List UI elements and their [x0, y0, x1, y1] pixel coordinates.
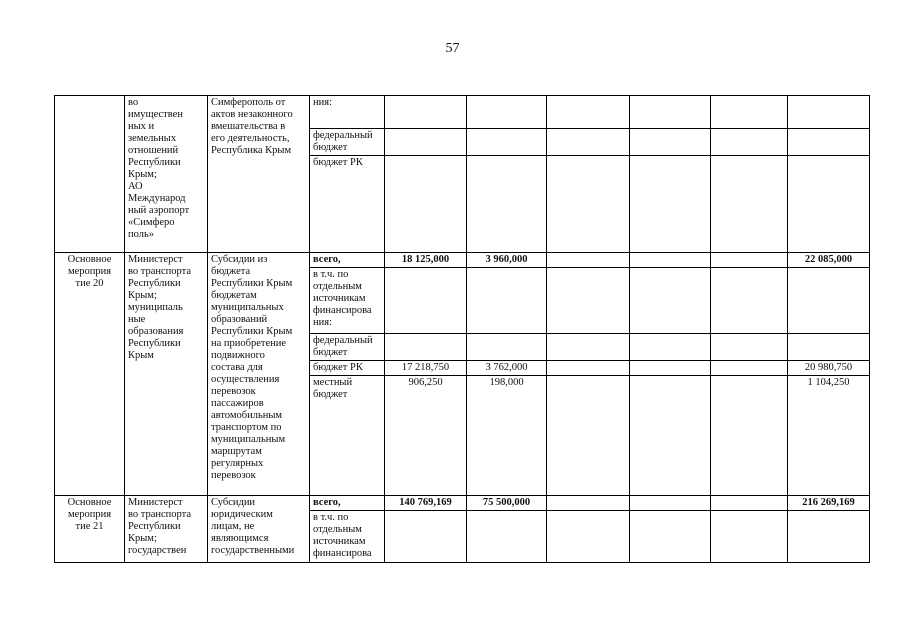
total-value-cell: 75 500,000 [467, 496, 547, 511]
source-label-cell: федеральный бюджет [310, 334, 385, 361]
value-cell [547, 511, 630, 563]
total-sum-cell: 216 269,169 [788, 496, 870, 511]
value-cell: 906,250 [385, 376, 467, 496]
value-cell [630, 96, 711, 129]
value-cell [630, 156, 711, 253]
table-row [55, 496, 870, 511]
value-cell [788, 156, 870, 253]
total-label-cell: всего, [310, 496, 385, 511]
value-cell [630, 253, 711, 268]
value-cell [385, 511, 467, 563]
description-cell: Симферополь от актов незаконного вмешательства в его деятельность, Республика Крым [208, 96, 310, 253]
value-cell [788, 268, 870, 334]
value-cell [630, 511, 711, 563]
value-cell [630, 361, 711, 376]
source-label-cell: ния: [310, 96, 385, 129]
source-label-cell: федеральный бюджет [310, 129, 385, 156]
value-cell [547, 376, 630, 496]
value-cell: 17 218,750 [385, 361, 467, 376]
value-cell [385, 129, 467, 156]
value-cell [711, 156, 788, 253]
value-cell [385, 156, 467, 253]
value-cell: 198,000 [467, 376, 547, 496]
source-label-cell: в т.ч. по отдельным источникам финансирова ния: [310, 268, 385, 334]
value-cell [547, 361, 630, 376]
value-cell: 3 762,000 [467, 361, 547, 376]
value-cell [788, 511, 870, 563]
value-cell [547, 253, 630, 268]
source-label-cell: в т.ч. по отдельным источникам финансирова [310, 511, 385, 563]
total-label-cell: всего, [310, 253, 385, 268]
sum-cell: 1 104,250 [788, 376, 870, 496]
value-cell [711, 511, 788, 563]
value-cell [630, 268, 711, 334]
total-value-cell: 18 125,000 [385, 253, 467, 268]
measure-20-label: Основное мероприя тие 20 [55, 253, 125, 496]
value-cell [385, 334, 467, 361]
value-cell [711, 253, 788, 268]
measure-label-cell [55, 96, 125, 253]
page-number: 57 [445, 41, 460, 56]
description-cell: Субсидии юридическим лицам, не являющимся государственными [208, 496, 310, 563]
value-cell [711, 496, 788, 511]
value-cell [547, 334, 630, 361]
value-cell [467, 511, 547, 563]
value-cell [711, 361, 788, 376]
source-label-cell: бюджет РК [310, 156, 385, 253]
value-cell [385, 96, 467, 129]
value-cell [467, 268, 547, 334]
value-cell [547, 496, 630, 511]
measure-21-label: Основное мероприя тие 21 [55, 496, 125, 563]
value-cell [788, 96, 870, 129]
value-cell [547, 156, 630, 253]
total-value-cell: 140 769,169 [385, 496, 467, 511]
value-cell [630, 129, 711, 156]
source-label-cell: местный бюджет [310, 376, 385, 496]
sum-cell: 20 980,750 [788, 361, 870, 376]
executor-cell: во имуществен ных и земельных отношений Республики Крым; АО Международ ный аэропорт «Симферо поль» [125, 96, 208, 253]
value-cell [711, 376, 788, 496]
budget-table [54, 95, 870, 563]
value-cell [711, 268, 788, 334]
value-cell [630, 496, 711, 511]
value-cell [788, 129, 870, 156]
value-cell [467, 129, 547, 156]
value-cell [467, 156, 547, 253]
value-cell [385, 268, 467, 334]
value-cell [711, 96, 788, 129]
executor-cell: Министерст во транспорта Республики Крым; государствен [125, 496, 208, 563]
value-cell [630, 376, 711, 496]
value-cell [711, 334, 788, 361]
table-row [55, 253, 870, 268]
value-cell [467, 334, 547, 361]
value-cell [467, 96, 547, 129]
value-cell [547, 96, 630, 129]
executor-cell: Министерст во транспорта Республики Крым; муниципаль ные образования Республики Крым [125, 253, 208, 496]
value-cell [547, 268, 630, 334]
table-row [55, 96, 870, 129]
total-value-cell: 3 960,000 [467, 253, 547, 268]
source-label-cell: бюджет РК [310, 361, 385, 376]
value-cell [788, 334, 870, 361]
value-cell [630, 334, 711, 361]
description-cell: Субсидии из бюджета Республики Крым бюджетам муниципальных образований Республики Крым на приобретение подвижного состава для осуществления перевозок пассажиров автомобильным транспортом по муниципальным маршрутам регулярных перевозок [208, 253, 310, 496]
value-cell [711, 129, 788, 156]
total-sum-cell: 22 085,000 [788, 253, 870, 268]
value-cell [547, 129, 630, 156]
